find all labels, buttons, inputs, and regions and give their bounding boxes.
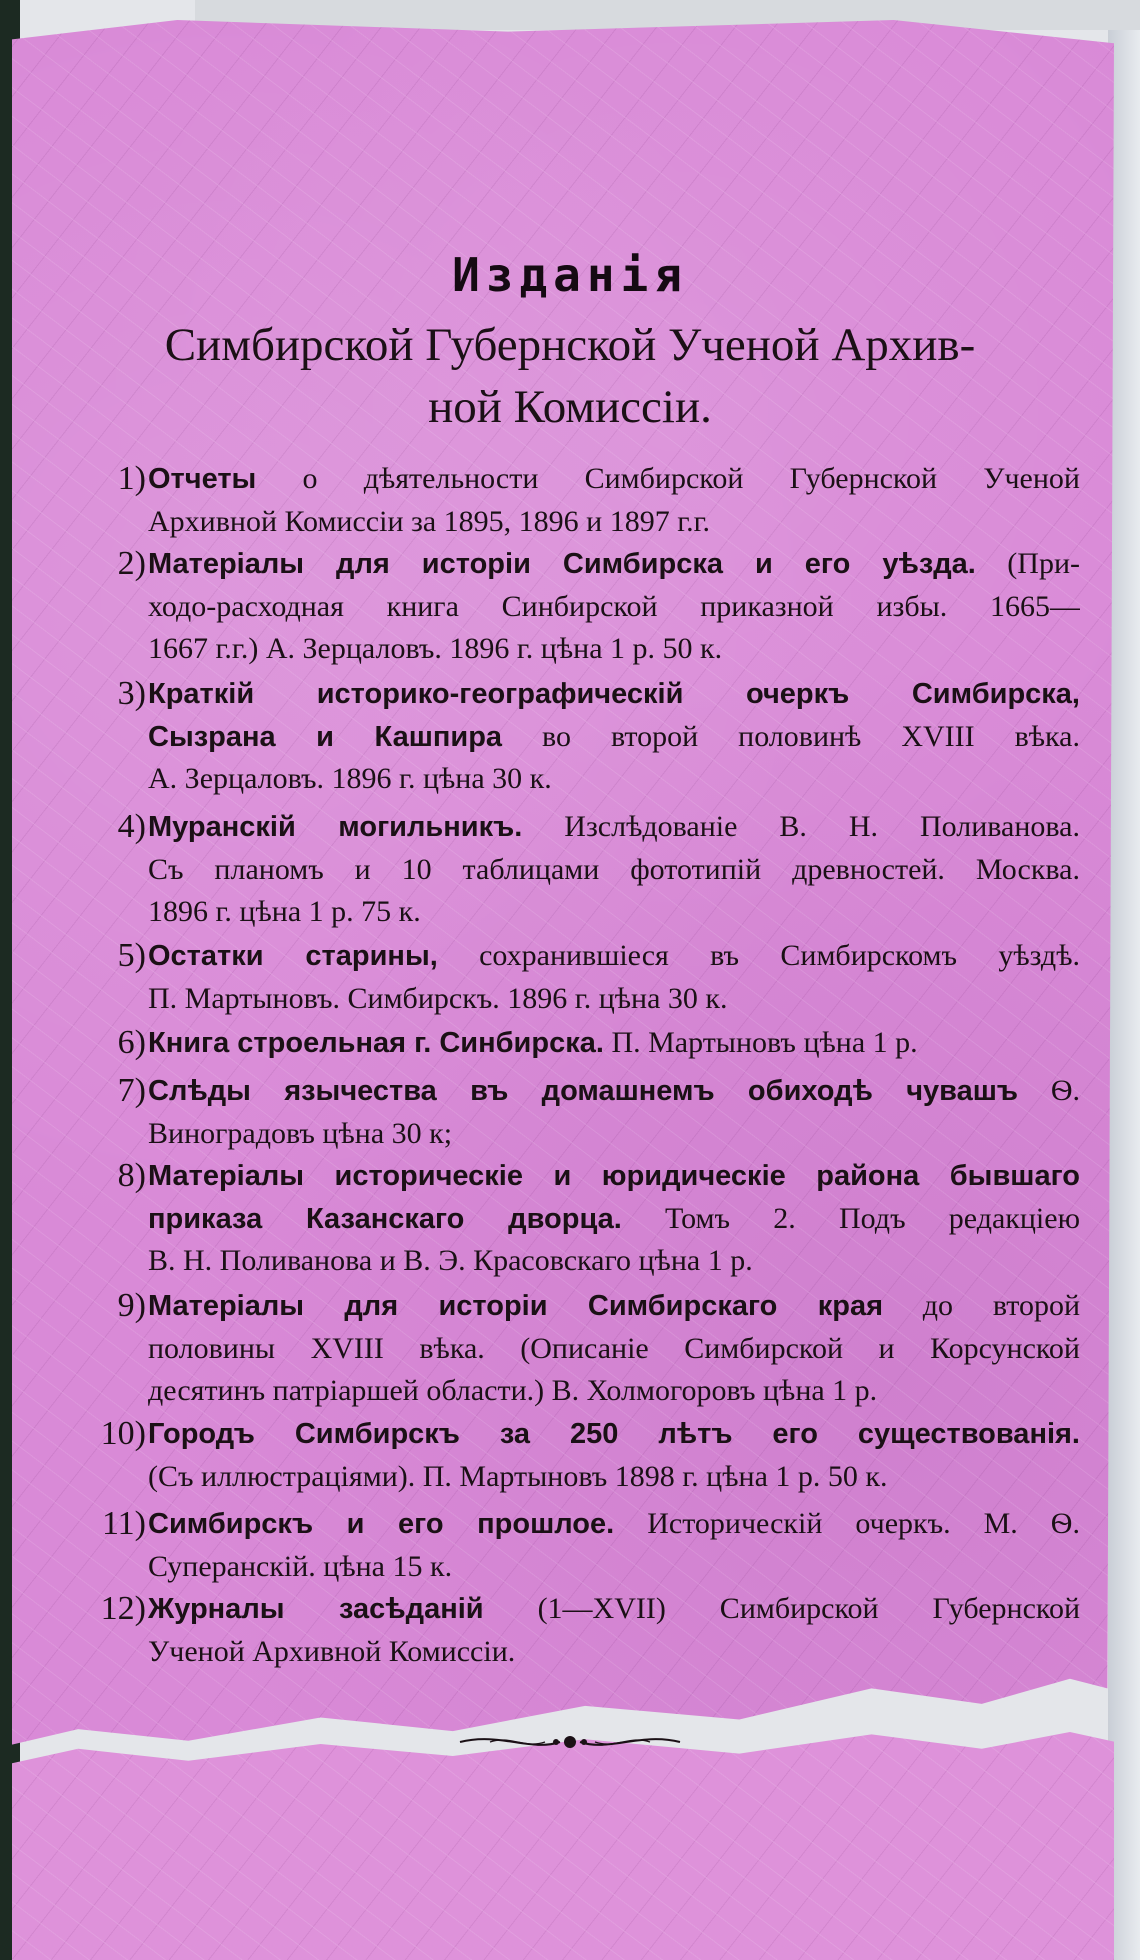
publication-line [148,1240,1080,1282]
publication-line [148,1328,1080,1370]
publication-details: Виноградовъ цѣна 30 к; [148,1116,453,1150]
publication-details: Томъ 2. Подъ редакціею [621,1201,1080,1235]
publication-line [148,1285,1080,1327]
publication-title: Отчеты [148,463,257,495]
publication-title: Краткій историко-географическій очеркъ Симбирска, [148,678,1080,710]
publication-line [148,891,1080,933]
publication-details: А. Зерцаловъ. 1896 г. цѣна 30 к. [148,762,552,795]
publication-line [148,758,1080,800]
page-subtitle-line-1: Симбирской Губернской Ученой Архив- [164,319,976,371]
publication-details: Суперанскій. цѣна 15 к. [148,1549,453,1583]
publication-line [148,1155,1080,1197]
publication-line [148,673,1080,715]
publication-line [148,716,1080,758]
page-title: Изданія [452,248,688,302]
publication-line [148,806,1080,848]
publication-line [148,1413,1080,1455]
publication-details: В. Н. Поливанова и В. Э. Красовскаго цѣна 1 р. [148,1244,753,1277]
publication-title: Книга строельная г. Синбирска. [148,1027,604,1059]
publication-line [148,501,1080,543]
publication-title: Матеріалы историческіе и юридическіе района бывшаго [148,1160,1080,1192]
publication-number: 11) [101,1505,146,1542]
publication-title: Остатки старины, [148,940,438,972]
publication-number: 9) [117,1287,146,1324]
publication-details: (1—XVII) Симбирской Губернской [483,1592,1080,1625]
publication-title: Городъ Симбирскъ за 250 лѣтъ его существованія. [148,1418,1080,1450]
publication-number: 8) [117,1157,146,1194]
ornament-divider [450,1727,690,1757]
publication-title: Журналы засѣданій [148,1593,484,1625]
page-subtitle-line-2: ной Комиссіи. [428,381,712,433]
publication-line [148,1503,1080,1545]
publication-line [148,543,1080,585]
publication-details: Съ планомъ и 10 таблицами фототипій древностей. Москва. [148,852,1080,886]
publication-line [148,1546,1080,1588]
publication-details: о дѣятельности Симбирской Губернской Ученой [256,462,1080,495]
publication-line [148,849,1080,891]
publication-title: Матеріалы для исторіи Симбирска и его уѣзда. [148,548,976,580]
publication-details: во второй половинѣ XVIII вѣка. [502,719,1080,753]
publication-line [148,1588,1080,1630]
publication-title: Симбирскъ и его прошлое. [148,1508,615,1540]
publication-details: Изслѣдованіе В. Н. Поливанова. [522,810,1080,843]
publication-title: Муранскій могильникъ. [148,811,523,843]
publication-number: 7) [117,1072,146,1109]
publication-details: (При- [975,547,1080,580]
publication-details: Ученой Архивной Комиссіи. [148,1634,516,1668]
publication-line [148,1022,1080,1064]
publication-details: П. Мартыновъ. Симбирскъ. 1896 г. цѣна 30 к. [148,981,728,1015]
publication-details: 1667 г.г.) А. Зерцаловъ. 1896 г. цѣна 1 р. 50 к. [148,632,723,665]
publication-number: 3) [117,675,146,712]
publication-details: Ѳ. [1018,1074,1080,1107]
publication-title: Сызрана и Кашпира [148,720,503,753]
publication-line [148,586,1080,628]
publication-line [148,1456,1080,1498]
publication-details: до второй [883,1289,1080,1322]
publication-line [148,1113,1080,1155]
publication-line [148,1631,1080,1673]
publication-line [148,458,1080,500]
publication-title: приказа Казанскаго дворца. [148,1202,622,1235]
publication-title: Матеріалы для исторіи Симбирскаго края [148,1290,883,1322]
publication-details: Историческій очеркъ. М. Ѳ. [614,1507,1080,1540]
publication-number: 10) [100,1415,146,1452]
publication-title: Слѣды язычества въ домашнемъ обиходѣ чувашъ [148,1075,1019,1107]
publication-number: 4) [117,808,146,845]
publication-details: Архивной Комиссіи за 1895, 1896 и 1897 г.г. [148,504,711,538]
publication-details: сохранившіеся въ Симбирскомъ уѣздѣ. [437,939,1080,972]
publication-line [148,1370,1080,1412]
publication-line [148,935,1080,977]
publication-line [148,628,1080,670]
publication-details: (Съ иллюстраціями). П. Мартыновъ 1898 г. цѣна 1 р. 50 к. [148,1459,888,1493]
publication-number: 2) [117,545,146,582]
publication-number: 6) [117,1024,146,1061]
publication-details: П. Мартыновъ цѣна 1 р. [603,1026,918,1059]
publication-details: десятинъ патріаршей области.) В. Холмогоровъ цѣна 1 р. [148,1374,878,1407]
publication-line [148,978,1080,1020]
publication-number: 1) [117,460,146,497]
publication-number: 12) [100,1590,146,1627]
publication-details: ходо-расходная книга Синбирской приказной избы. 1665— [148,589,1080,623]
publication-number: 5) [117,937,146,974]
publication-details: половины XVIII вѣка. (Описаніе Симбирской и Корсунской [148,1331,1080,1365]
publication-line [148,1070,1080,1112]
publication-details: 1896 г. цѣна 1 р. 75 к. [148,895,421,928]
publication-line [148,1198,1080,1240]
